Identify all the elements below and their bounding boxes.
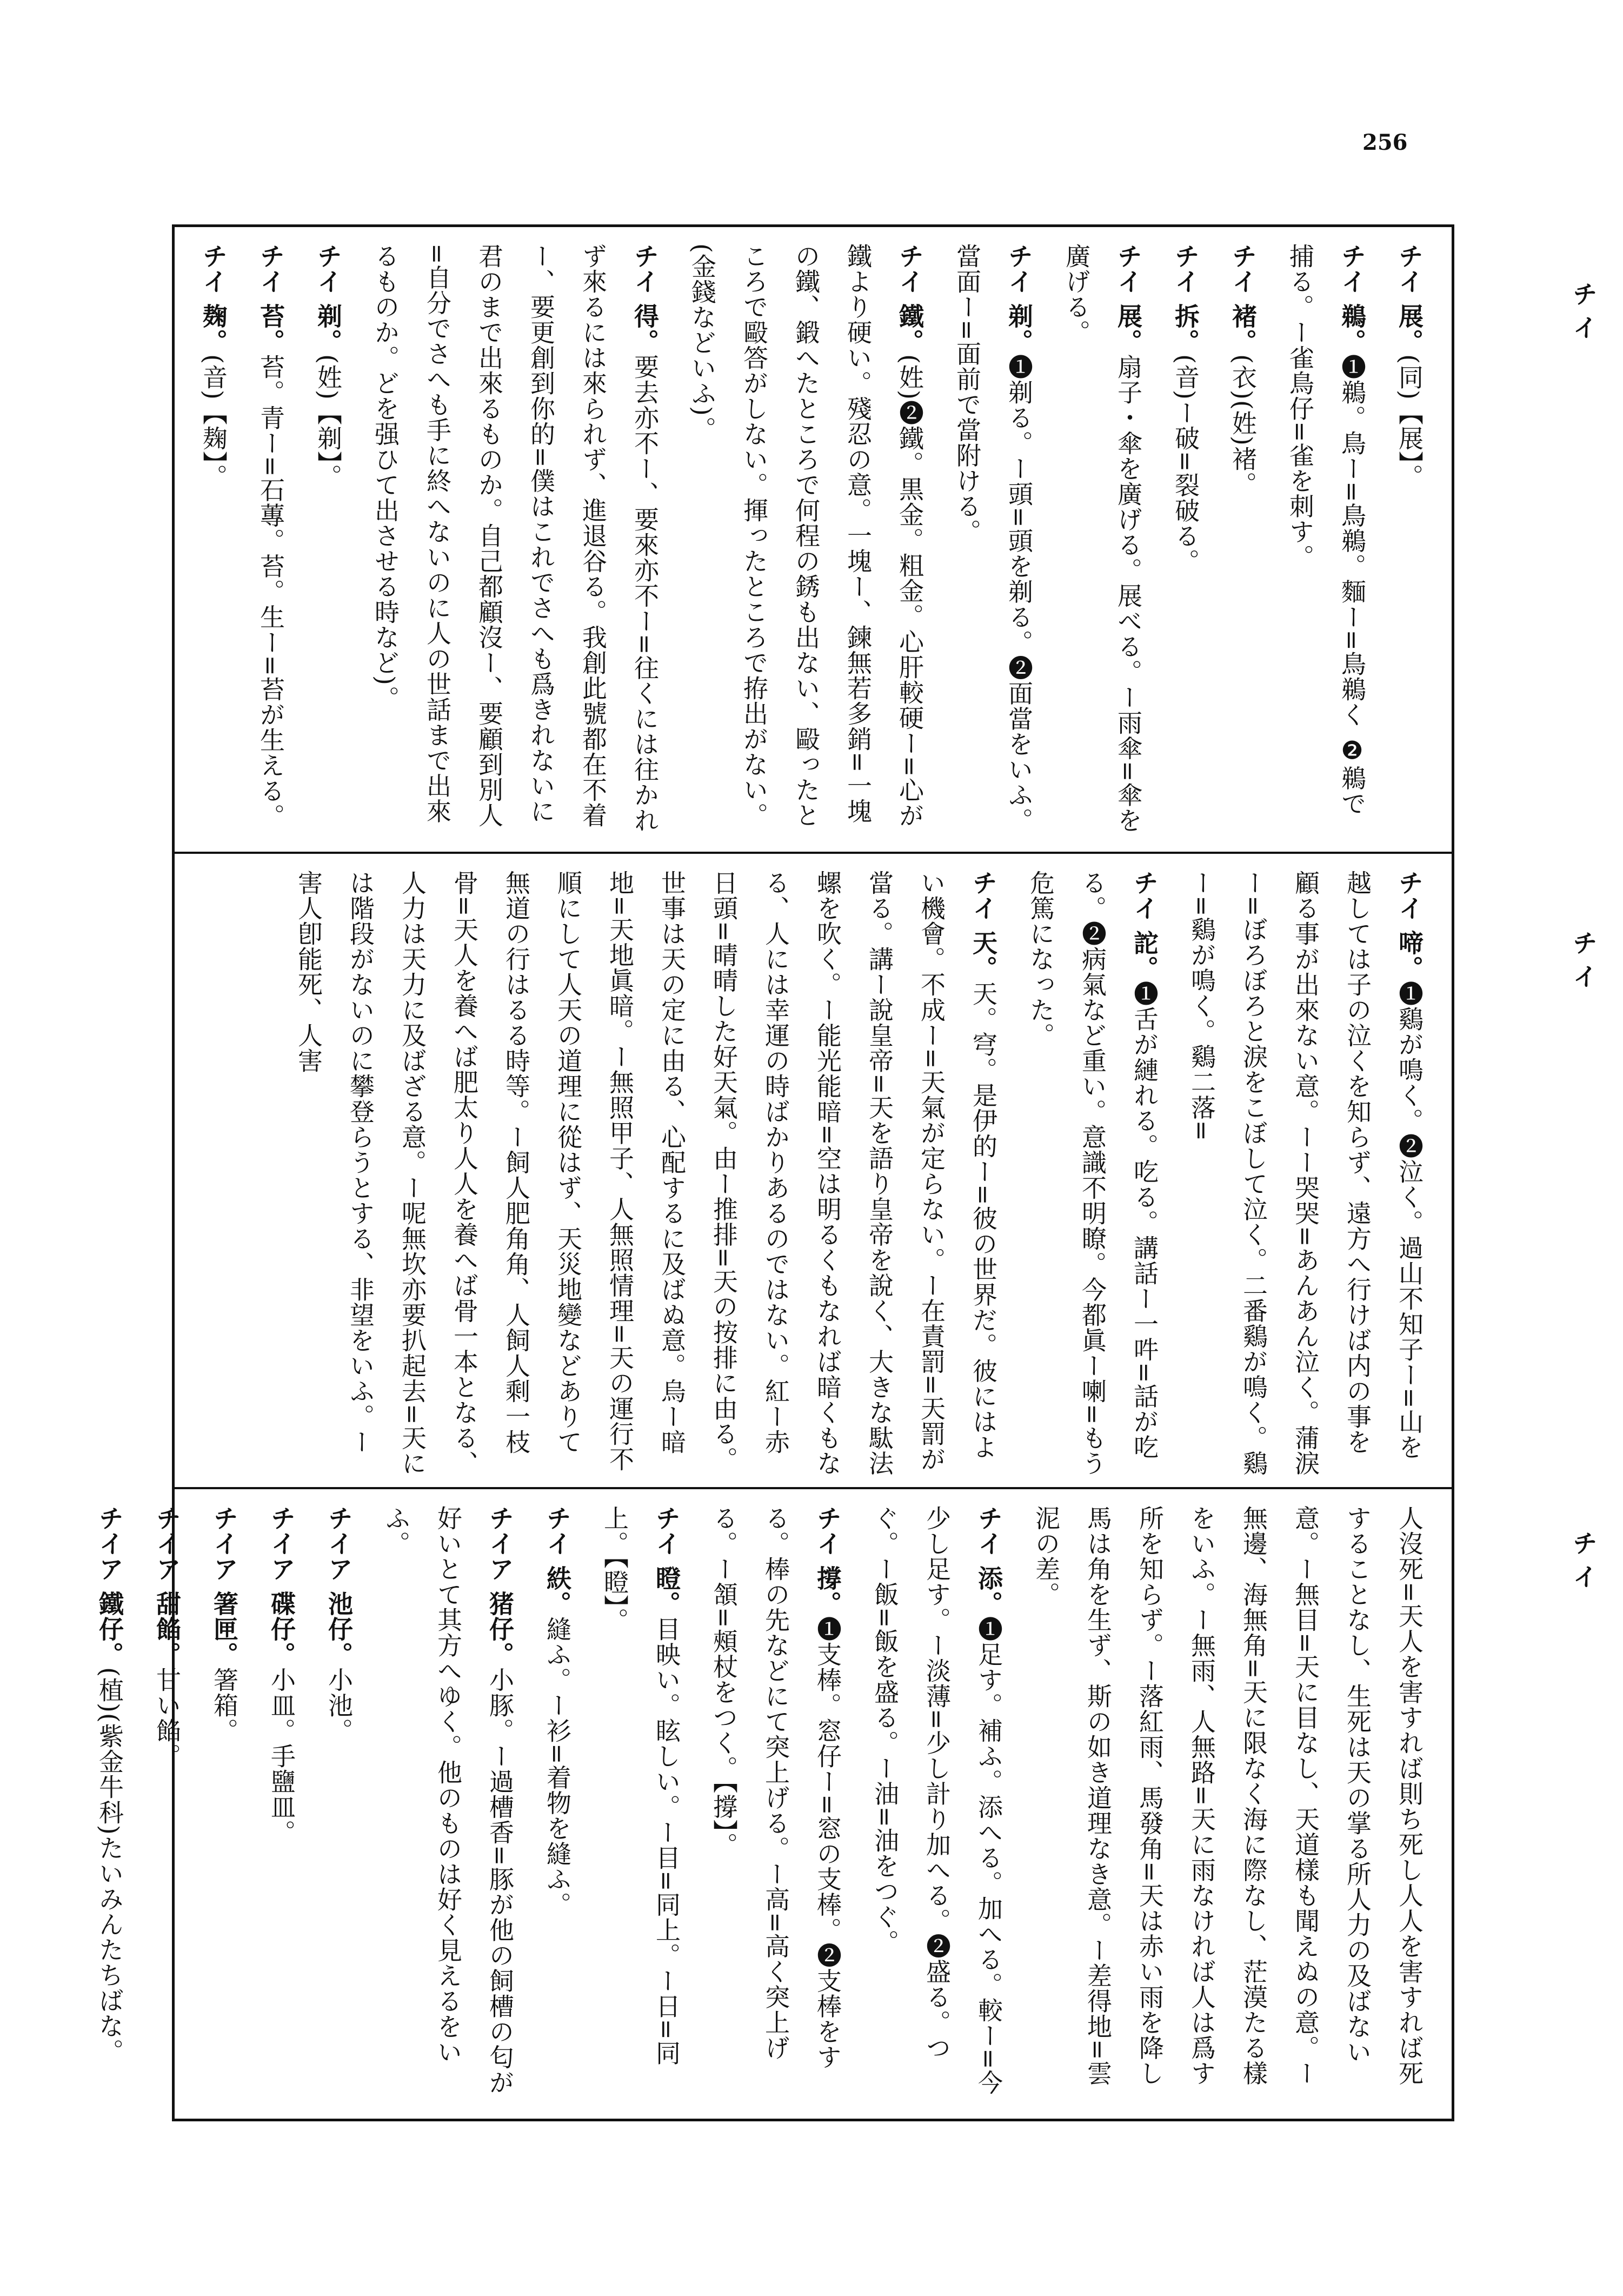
entry-definition: 縫ふ。ー衫=着物を縫ふ。 [543,1616,572,1917]
entry-headword: チイ 鵜。 [1338,243,1367,355]
entry-headword: チイ 詑。 [1130,870,1159,981]
dictionary-entry [589,1505,693,2108]
entry-definition: 要去亦不ー、要來亦不ー=往くには往かれず來るには來られず、進退谷る。我創此號都在不着ー、要更創到你的=僕はこれでさへも爲きれないに君のまで出來るものか。自己都顧沒ー、要顧到別人=自分でさへも手に終へないのに人の世話まで出來るものか。どを强ひて出させる時など)。 [371,243,660,833]
entry-definition: 天。穹。是伊的ー=彼の世界だ。彼にはよい機會。不成ー=天氣が定らない。ー在責罰=天罰が當る。講ー說皇帝=天を語り皇帝を說く、大きな駄法螺を吹く。ー能光能暗=空は明るくもなれば暗くもなる、人には幸運の時ばかりあるのではない。紅ー赤日頭=晴晴した好天氣。由ー推排=天の按排に由る。世事は天の定に由る、心配するに及ばぬ意。烏ー暗地=天地眞暗。ー無照甲子、人無照情理=天の運行不順にして人天の道理に從はず、天災地變などありて無道の行はるる時等。ー飼人肥角角、人飼人剩一枝骨=天人を養へば肥太り人人を養へば骨一本となる、人力は天力に及ばざる意。ー呢無坎亦要扒起去=天には階段がないのに攀登らうとする、非望をいふ。ー害人卽能死、人害 [294,870,998,1476]
entry-definition: ❶剃る。ー頭=頭を剃る。❷面當をいふ。當面ー=面前で當附ける。 [953,243,1034,833]
band-middle [175,854,1452,1487]
dictionary-entry [531,1505,583,2108]
dictionary-entry [188,243,240,841]
band-bottom-text [95,1505,1435,2108]
entry-definition: ❶舌が縺れる。吃る。講話ー一吽=話が吃る。❷病氣など重い。意識不明瞭。今都眞ー喇=もう危篤になった。 [1026,870,1159,1476]
dictionary-entry [1217,243,1269,841]
entry-definition: ❶鵜。鳥ー=鳥鵜。麵ー=鳥鵜く ❷鵜で捕る。ー雀鳥仔=雀を刺す。 [1286,243,1367,817]
dictionary-entry [313,1505,365,2108]
entry-headword: チイ 剃。 [314,243,343,355]
entry-headword: チイ 展。 [1114,243,1143,355]
entry-headword: チイ 展。 [1395,243,1424,355]
band-middle-text [191,870,1435,1476]
side-label: チ イ [1569,930,1598,989]
entry-definition: 目映い。眩しい。ー目=同上。ー日=同上。【瞪】。 [600,1505,681,2066]
entry-headword: チイア 猪仔。 [485,1505,515,1668]
dictionary-entry [1274,243,1378,841]
dictionary-entry [283,870,1009,1476]
entry-headword: チイ 鐵。 [895,243,924,355]
dictionary-entry [256,1505,308,2108]
entry-headword: チイ 苔。 [256,243,285,355]
entry-definition: 小皿。手鹽皿。 [267,1667,296,1846]
entry-definition: 人沒死=天人を害すれば則ち死し人人を害すれば死することなし、生死は天の掌る所人力の及ばない意。ー無目=天に目なし、天道樣も聞えぬの意。ー無邊、海無角=天に限なく海に際なし、茫漠たる樣をいふ。ー無雨、人無路=天に雨なければ人は爲す所を知らず。ー落紅雨、馬發角=天は赤い雨を降し馬は角を生ず、斯の如き道理なき意。ー差得地=雲泥の差。 [1032,1505,1424,2086]
entry-headword: チイ 天。 [969,870,998,981]
entry-definition: (植)(紫金牛科)たいみんたちばな。 [95,1667,124,2064]
band-top-text [191,243,1435,841]
dictionary-entry [1383,243,1435,841]
entry-headword: チイ 麹。 [199,243,228,355]
entry-definition: (姓)【剃】。 [314,354,343,489]
dictionary-entry [1015,870,1170,1476]
entry-definition: (音)【麹】。 [199,354,228,489]
dictionary-entry [370,1505,526,2108]
band-top [175,227,1452,852]
entry-definition: (音)ー破=裂破る。 [1171,354,1200,574]
entry-definition: 扇子・傘を廣げる。展べる。ー雨傘=傘を廣げる。 [1062,243,1143,833]
dictionary-entry [141,1505,193,2108]
dictionary-entry [859,1505,1015,2108]
entry-headword: チイ 瞪。 [652,1505,681,1617]
dictionary-entry [1176,870,1435,1476]
entry-headword: チイ 拆。 [1171,243,1200,355]
dictionary-entry [302,243,354,841]
entry-definition: 甘い餡。 [152,1667,182,1769]
entry-headword: チイ 得。 [630,243,660,355]
entry-definition: ❶鷄が鳴く。❷泣く。過山不知子ー=山を越しては子の泣くを知らず、遠方へ行けば内の事を顧る事が出來ない意。ーー哭哭=あんあん泣く。蒲淚ー=ぼろぼろと淚をこぼして泣く。二番鷄が鳴く。鷄ー=鷄が鳴く。鷄二落= [1187,870,1424,1476]
dictionary-entry [1020,1505,1435,2108]
dictionary-entry [360,243,671,841]
entry-definition: 苔。青ー=石蓴。苔。生ー=苔が生える。 [256,354,285,830]
entry-definition: 小池。 [324,1667,354,1744]
entry-definition: (姓)❷鐵。黒金。粗金。心肝較硬ー=心が鐵より硬い。殘忍の意。一塊ー、鍊無若多銷=一塊の鐵、鍛へたところで何程の銹も出ない、毆ったところで毆答がしない。揮ったところで拵出がない。(金錢などいふ)。 [688,243,924,828]
entry-headword: チイア 池仔。 [324,1505,354,1668]
entry-headword: チイ 添。 [974,1505,1003,1617]
entry-headword: チイア 甜餡。 [152,1505,182,1668]
entry-definition: 箸箱。 [210,1667,239,1744]
entry-headword: チイ 剃。 [1005,243,1034,355]
dictionary-entry [198,1505,250,2108]
dictionary-entry [698,1505,854,2108]
dictionary-entry [84,1505,136,2108]
entry-headword: チイ 紩。 [543,1505,572,1617]
page-number: 256 [1362,130,1408,155]
entry-headword: チイア 箸匣。 [210,1505,239,1668]
dictionary-frame [95,224,1454,2121]
entry-definition: (同)【展】。 [1395,354,1424,489]
dictionary-entry [1160,243,1212,841]
entry-headword: チイ 撐。 [813,1505,842,1617]
dictionary-entry [245,243,297,841]
entry-headword: チイ 褚。 [1228,243,1258,355]
dictionary-entry [676,243,936,841]
band-bottom [95,1489,1452,2119]
dictionary-entry [1050,243,1154,841]
entry-definition: ❶足す。補ふ。添へる。加へる。較ー=今少し足す。ー淡薄=少し計り加へる。❷盛る。つぐ。ー飯=飯を盛る。ー油=油をつぐ。 [870,1505,1003,2095]
entry-headword: チイ 啼。 [1395,870,1424,981]
entry-headword: チイア 碟仔。 [267,1505,296,1668]
entry-definition: (衣)(姓)褚。 [1228,354,1258,497]
side-label: チ イ [1569,1530,1598,1589]
entry-definition: ❶支棒。窓仔ー=窓の支棒。❷支棒をする。棒の先などにて突上げる。ー高=高く突上げる。ー頷=頰杖をつく。【撐】。 [709,1505,842,2070]
side-label: チ イ [1569,281,1598,340]
entry-definition: 小豚。ー過槽香=豚が他の飼槽の匂が好いとて其方へゆく。他のものは好く見えるをいふ。 [382,1505,515,2095]
dictionary-entry [941,243,1045,841]
entry-headword: チイア 鐵仔。 [95,1505,124,1668]
